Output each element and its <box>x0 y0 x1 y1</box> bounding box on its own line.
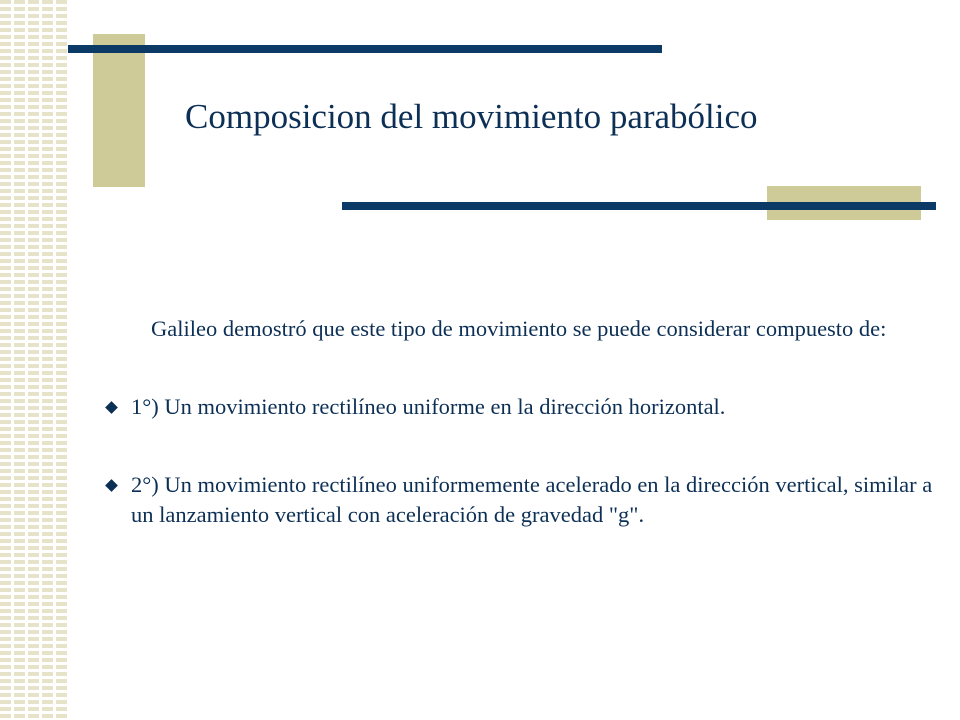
decorative-stripes <box>0 0 70 720</box>
bullet-item <box>103 392 933 422</box>
slide-body <box>103 314 933 530</box>
slide-title: Composicion del movimiento parabólico <box>185 97 758 136</box>
diamond-bullet-icon <box>105 479 118 492</box>
diamond-bullet-icon <box>105 401 118 414</box>
decorative-bar-top <box>68 45 662 53</box>
intro-paragraph: Galileo demostró que este tipo de movimiento se puede considerar compuesto de: <box>151 316 887 341</box>
decorative-block-left <box>93 34 145 187</box>
bullet-item <box>103 470 933 530</box>
bullet-text: 2°) Un movimiento rectilíneo uniformemente acelerado en la dirección vertical, similar a un lanzamiento vertical con aceleración de gravedad "g". <box>131 472 933 527</box>
decorative-bar-bottom <box>342 202 936 210</box>
bullet-text: 1°) Un movimiento rectilíneo uniforme en la dirección horizontal. <box>131 394 726 419</box>
